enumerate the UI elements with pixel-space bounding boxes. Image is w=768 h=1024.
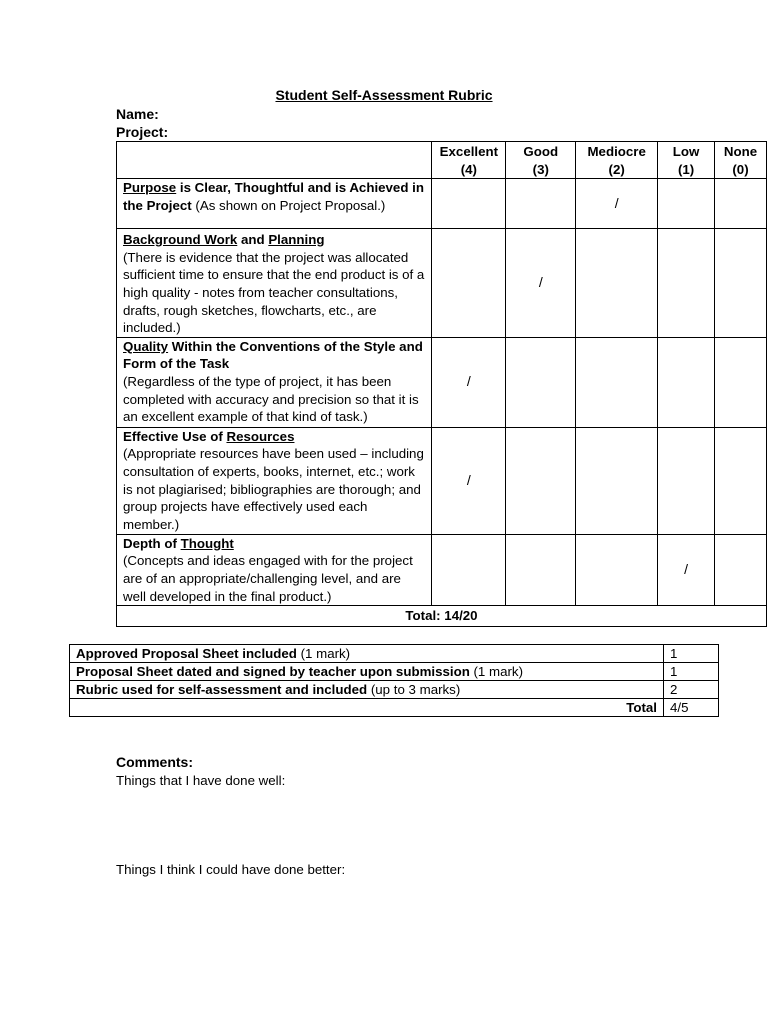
rubric-row-quality [117,337,767,427]
mark-cell: / [432,427,506,534]
mark-cell: / [658,534,715,605]
rubric-total-row [117,606,767,627]
mark-cell [658,337,715,427]
could-do-better-prompt: Things I think I could have done better: [116,862,346,877]
marks-item-points: 1 [664,663,719,681]
criterion-quality: Quality Within the Conventions of the Style and Form of the Task (Regardless of the type of project, it has been completed with accuracy and precision so that it is an excellent example of that kind of task.) [117,337,432,427]
rubric-table [116,141,767,627]
mark-cell [576,427,658,534]
marks-table [69,644,719,717]
column-header-low: Low (1) [658,142,715,179]
rubric-row-resources [117,427,767,534]
column-header-none: None (0) [715,142,767,179]
marks-total-value: 4/5 [664,699,719,717]
mark-cell [576,534,658,605]
mark-cell: / [576,179,658,229]
page-title: Student Self-Assessment Rubric [275,87,493,103]
mark-cell [432,179,506,229]
mark-cell [432,229,506,338]
mark-cell [432,534,506,605]
mark-cell [506,179,576,229]
mark-cell [715,337,767,427]
marks-row [70,681,719,699]
project-label: Project: [116,124,169,140]
mark-cell [715,427,767,534]
marks-row [70,663,719,681]
mark-cell [506,534,576,605]
column-header-excellent: Excellent (4) [432,142,506,179]
marks-total-row [70,699,719,717]
marks-item-label: Approved Proposal Sheet included (1 mark) [70,645,664,663]
criterion-resources: Effective Use of Resources (Appropriate resources have been used – including consultation of experts, books, internet, etc.; work is not plagiarised; bibliographies are thorough; and group projects have effectively used each member.) [117,427,432,534]
marks-total-label: Total [70,699,664,717]
mark-cell [658,229,715,338]
mark-cell [506,427,576,534]
comments-label: Comments: [116,754,194,770]
mark-cell: / [432,337,506,427]
name-label: Name: [116,106,159,122]
marks-item-points: 1 [664,645,719,663]
marks-item-points: 2 [664,681,719,699]
mark-cell [715,179,767,229]
done-well-prompt: Things that I have done well: [116,773,286,788]
rubric-header-row [117,142,767,179]
mark-cell [715,229,767,338]
rubric-row-purpose [117,179,767,229]
mark-cell [576,229,658,338]
marks-row [70,645,719,663]
marks-item-label: Rubric used for self-assessment and included (up to 3 marks) [70,681,664,699]
mark-cell: / [506,229,576,338]
criterion-purpose: Purpose is Clear, Thoughtful and is Achieved in the Project (As shown on Project Proposal.) [117,179,432,229]
criteria-header [117,142,432,179]
mark-cell [506,337,576,427]
rubric-row-depth [117,534,767,605]
column-header-good: Good (3) [506,142,576,179]
criterion-background-work: Background Work and Planning (There is evidence that the project was allocated sufficient time to ensure that the end product is of a high quality - notes from teacher consultations, drafts, rough sketches, flowcharts, etc., are included.) [117,229,432,338]
marks-item-label: Proposal Sheet dated and signed by teacher upon submission (1 mark) [70,663,664,681]
rubric-total: Total: 14/20 [117,606,767,627]
mark-cell [715,534,767,605]
criterion-depth-of-thought: Depth of Thought (Concepts and ideas engaged with for the project are of an appropriate/challenging level, and are well developed in the final product.) [117,534,432,605]
rubric-row-background [117,229,767,338]
mark-cell [658,427,715,534]
mark-cell [576,337,658,427]
mark-cell [658,179,715,229]
column-header-mediocre: Mediocre (2) [576,142,658,179]
